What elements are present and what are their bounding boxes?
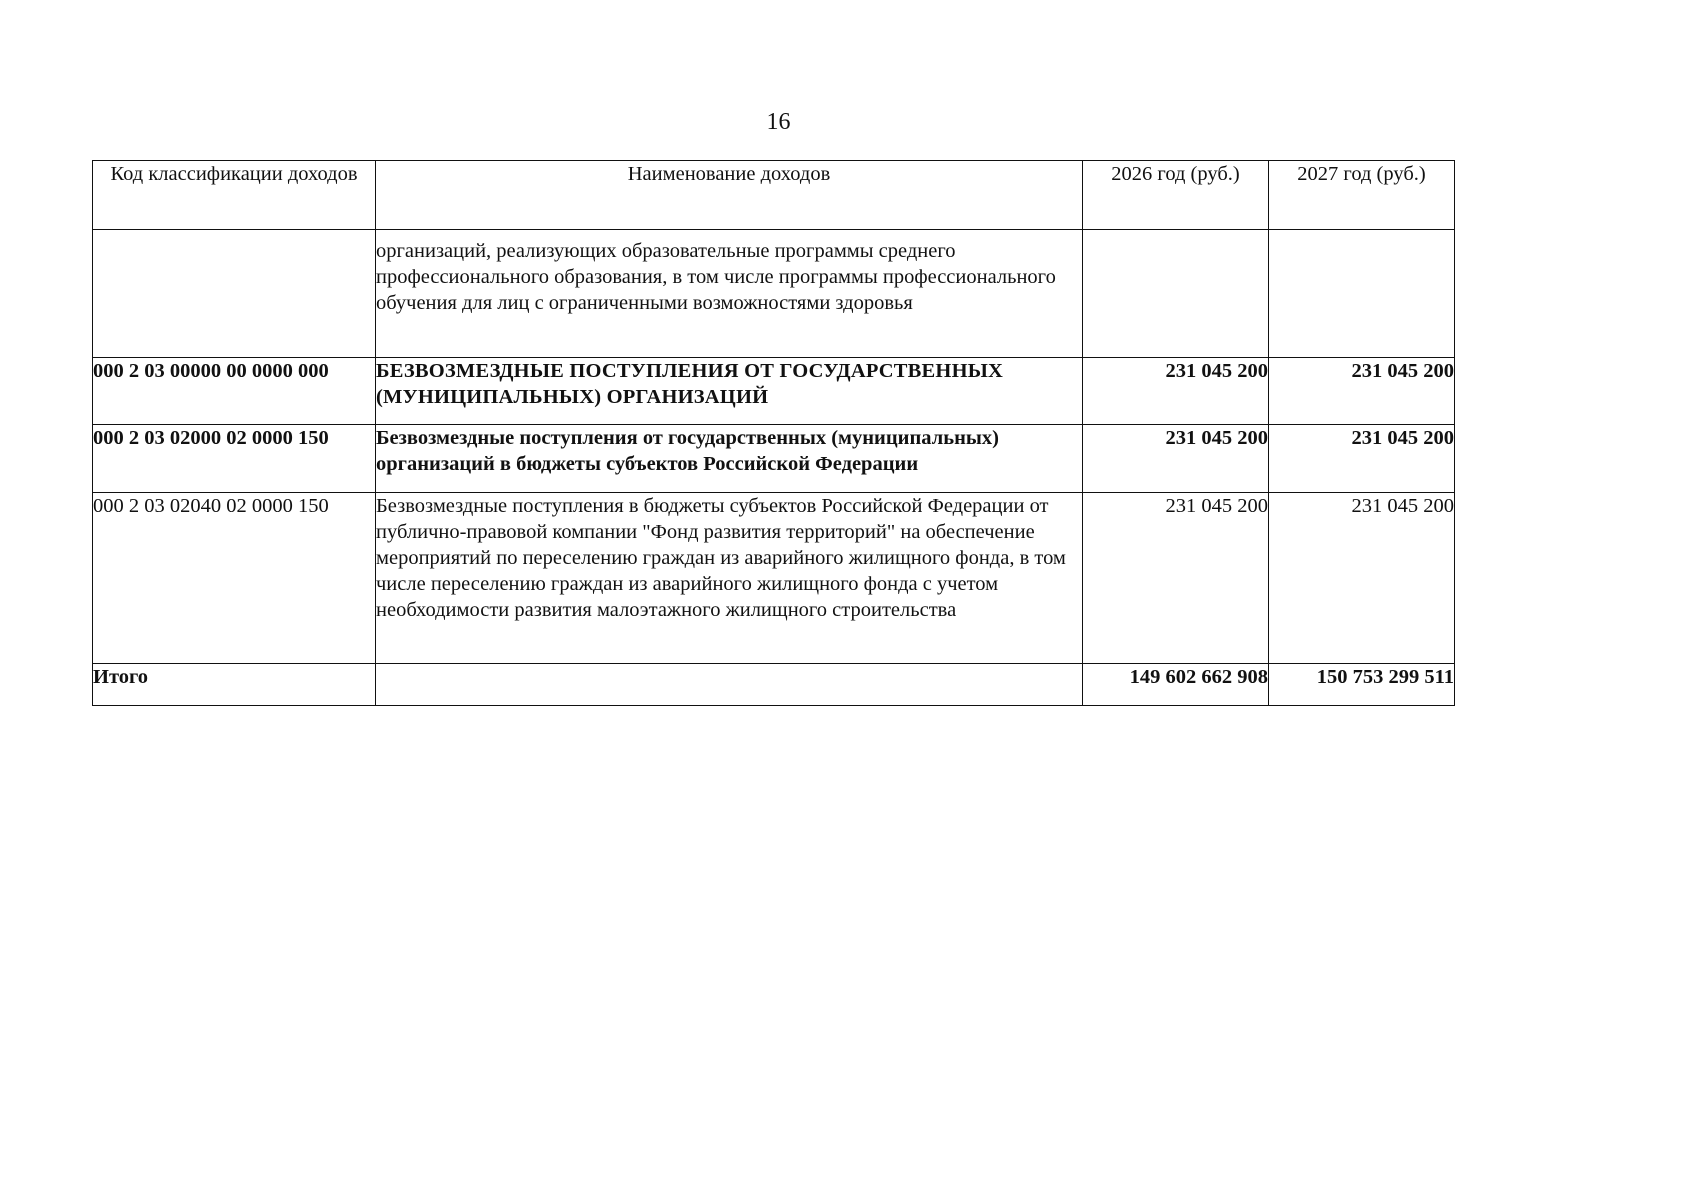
table-row bbox=[93, 358, 1455, 425]
total-row bbox=[93, 664, 1455, 706]
table-row bbox=[93, 493, 1455, 664]
row-code: 000 2 03 00000 00 0000 000 bbox=[93, 358, 376, 425]
row-amount-2027: 231 045 200 bbox=[1269, 493, 1455, 664]
total-amount-2027: 150 753 299 511 bbox=[1269, 664, 1455, 706]
row-name: Безвозмездные поступления в бюджеты субъектов Российской Федерации от публично-правовой компании "Фонд развития территорий" на обеспечение мероприятий по переселению граждан из аварийного жилищного фонда, в том числе переселению граждан из аварийного жилищного фонда с учетом необходимости развития малоэтажного жилищного строительства bbox=[376, 493, 1083, 664]
row-amount-2026 bbox=[1083, 230, 1269, 358]
row-amount-2027: 231 045 200 bbox=[1269, 358, 1455, 425]
header-2026: 2026 год (руб.) bbox=[1083, 161, 1269, 230]
income-table bbox=[92, 160, 1455, 706]
row-code bbox=[93, 230, 376, 358]
header-code: Код классификации доходов bbox=[93, 161, 376, 230]
row-amount-2026: 231 045 200 bbox=[1083, 425, 1269, 493]
row-name: БЕЗВОЗМЕЗДНЫЕ ПОСТУПЛЕНИЯ ОТ ГОСУДАРСТВЕННЫХ (МУНИЦИПАЛЬНЫХ) ОРГАНИЗАЦИЙ bbox=[376, 358, 1083, 425]
table-row bbox=[93, 425, 1455, 493]
row-amount-2027 bbox=[1269, 230, 1455, 358]
row-name: организаций, реализующих образовательные программы среднего профессионального образования, в том числе программы профессионального обучения для лиц с ограниченными возможностями здоровья bbox=[376, 230, 1083, 358]
row-amount-2027: 231 045 200 bbox=[1269, 425, 1455, 493]
row-amount-2026: 231 045 200 bbox=[1083, 358, 1269, 425]
row-amount-2026: 231 045 200 bbox=[1083, 493, 1269, 664]
total-name bbox=[376, 664, 1083, 706]
table-header-row bbox=[93, 161, 1455, 230]
row-code: 000 2 03 02040 02 0000 150 bbox=[93, 493, 376, 664]
row-name: Безвозмездные поступления от государственных (муниципальных) организаций в бюджеты субъектов Российской Федерации bbox=[376, 425, 1083, 493]
total-amount-2026: 149 602 662 908 bbox=[1083, 664, 1269, 706]
total-label: Итого bbox=[93, 664, 376, 706]
page-number: 16 bbox=[766, 109, 791, 135]
header-name: Наименование доходов bbox=[376, 161, 1083, 230]
header-2027: 2027 год (руб.) bbox=[1269, 161, 1455, 230]
row-code: 000 2 03 02000 02 0000 150 bbox=[93, 425, 376, 493]
table-row bbox=[93, 230, 1455, 358]
